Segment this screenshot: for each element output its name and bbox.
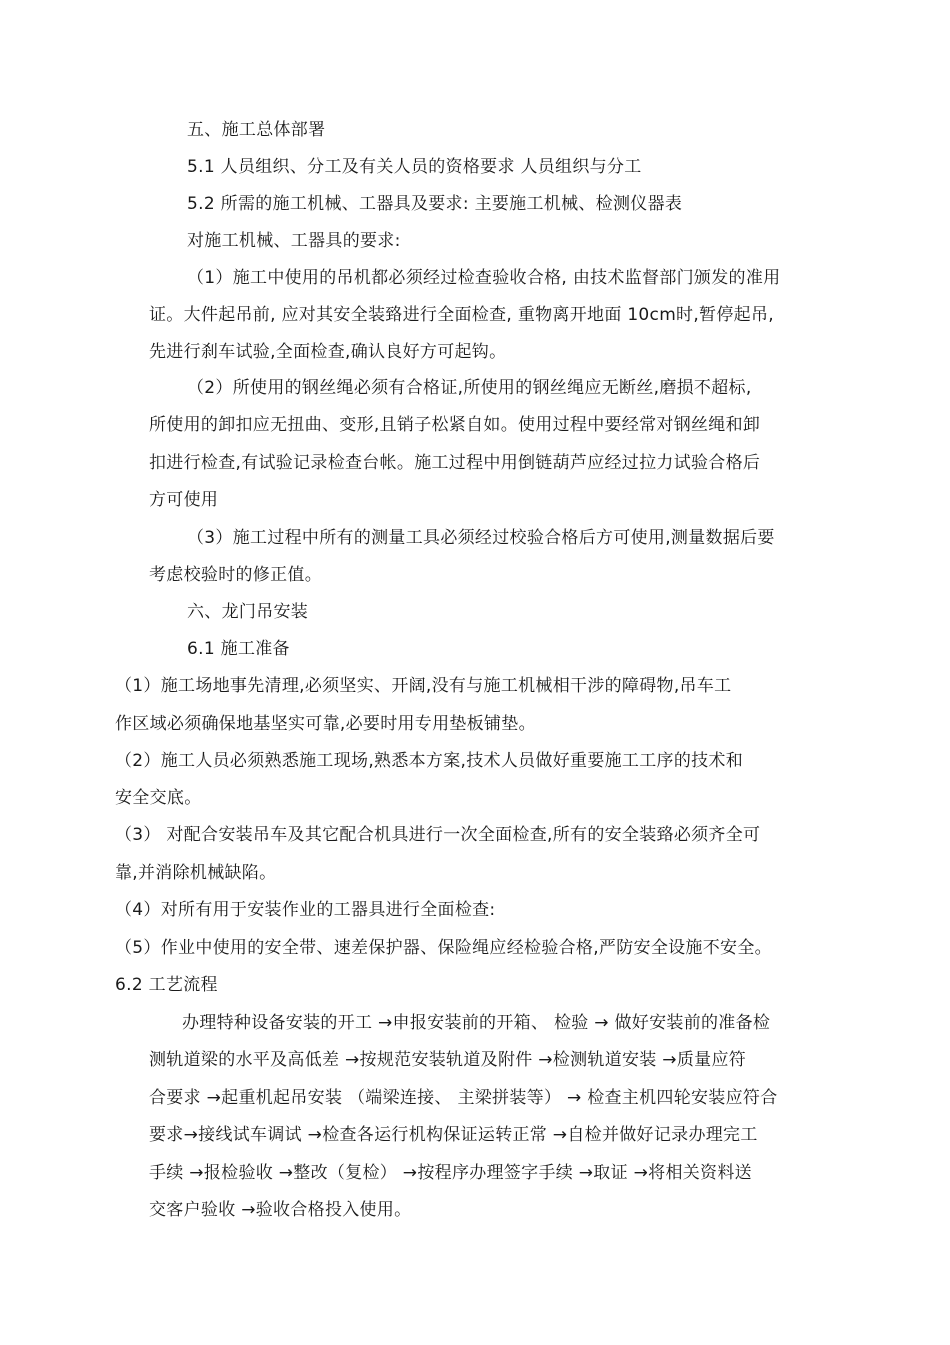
paragraph-line: （1）施工中使用的吊机都必须经过检查验收合格, 由技术监督部门颁发的准用 xyxy=(187,268,781,288)
paragraph-line: （3） 对配合安装吊车及其它配合机具进行一次全面检查,所有的安全装臵必须齐全可 xyxy=(115,825,761,845)
paragraph-line: 交客户验收 →验收合格投入使用。 xyxy=(149,1200,412,1220)
paragraph-line: 手续 →报检验收 →整改（复检） →按程序办理签字手续 →取证 →将相关资料送 xyxy=(149,1163,752,1183)
subsection-heading: 6.1 施工准备 xyxy=(187,639,290,659)
paragraph-line: 靠,并消除机械缺陷。 xyxy=(115,863,277,883)
paragraph-line: 先进行刹车试验,全面检查,确认良好方可起钩。 xyxy=(149,342,507,362)
paragraph-line: 考虑校验时的修正值。 xyxy=(149,565,322,585)
paragraph-line: （2）所使用的钢丝绳必须有合格证,所使用的钢丝绳应无断丝,磨损不超标, xyxy=(187,378,752,398)
paragraph-line: （1）施工场地事先清理,必须坚实、开阔,没有与施工机械相干涉的障碍物,吊车工 xyxy=(115,676,732,696)
section-heading: 六、龙门吊安装 xyxy=(187,602,309,622)
paragraph-line: 扣进行检查,有试验记录检查台帐。施工过程中用倒链葫芦应经过拉力试验合格后 xyxy=(149,453,761,473)
subsection-heading: 5.2 所需的施工机械、工器具及要求: 主要施工机械、检测仪器表 xyxy=(187,194,683,214)
paragraph-line: 所使用的卸扣应无扭曲、变形,且销子松紧自如。使用过程中要经常对钢丝绳和卸 xyxy=(149,415,761,435)
paragraph-line: 对施工机械、工器具的要求: xyxy=(187,231,401,251)
paragraph-line: 合要求 →起重机起吊安装 （端梁连接、 主梁拼装等） → 检查主机四轮安装应符合 xyxy=(149,1088,778,1108)
paragraph-line: 要求→接线试车调试 →检查各运行机构保证运转正常 →自检并做好记录办理完工 xyxy=(149,1125,758,1145)
paragraph-line: （5）作业中使用的安全带、速差保护器、保险绳应经检验合格,严防安全设施不安全。 xyxy=(115,938,772,958)
paragraph-line: （2）施工人员必须熟悉施工现场,熟悉本方案,技术人员做好重要施工工序的技术和 xyxy=(115,751,744,771)
paragraph-line: 测轨道梁的水平及高低差 →按规范安装轨道及附件 →检测轨道安装 →质量应符 xyxy=(149,1050,747,1070)
paragraph-line: 方可使用 xyxy=(149,490,219,510)
paragraph-line: 安全交底。 xyxy=(115,788,202,808)
subsection-heading: 5.1 人员组织、分工及有关人员的资格要求 人员组织与分工 xyxy=(187,157,642,177)
subsection-heading: 6.2 工艺流程 xyxy=(115,975,218,995)
paragraph-line: 证。大件起吊前, 应对其安全装臵进行全面检查, 重物离开地面 10cm时,暂停起吊, xyxy=(149,305,774,325)
paragraph-line: 作区域必须确保地基坚实可靠,必要时用专用垫板铺垫。 xyxy=(115,714,536,734)
section-heading: 五、施工总体部署 xyxy=(187,120,326,140)
paragraph-line: （4）对所有用于安装作业的工器具进行全面检查: xyxy=(115,900,496,920)
paragraph-line: （3）施工过程中所有的测量工具必须经过校验合格后方可使用,测量数据后要 xyxy=(187,528,775,548)
paragraph-line: 办理特种设备安装的开工 →申报安装前的开箱、 检验 → 做好安装前的准备检 xyxy=(182,1013,771,1033)
